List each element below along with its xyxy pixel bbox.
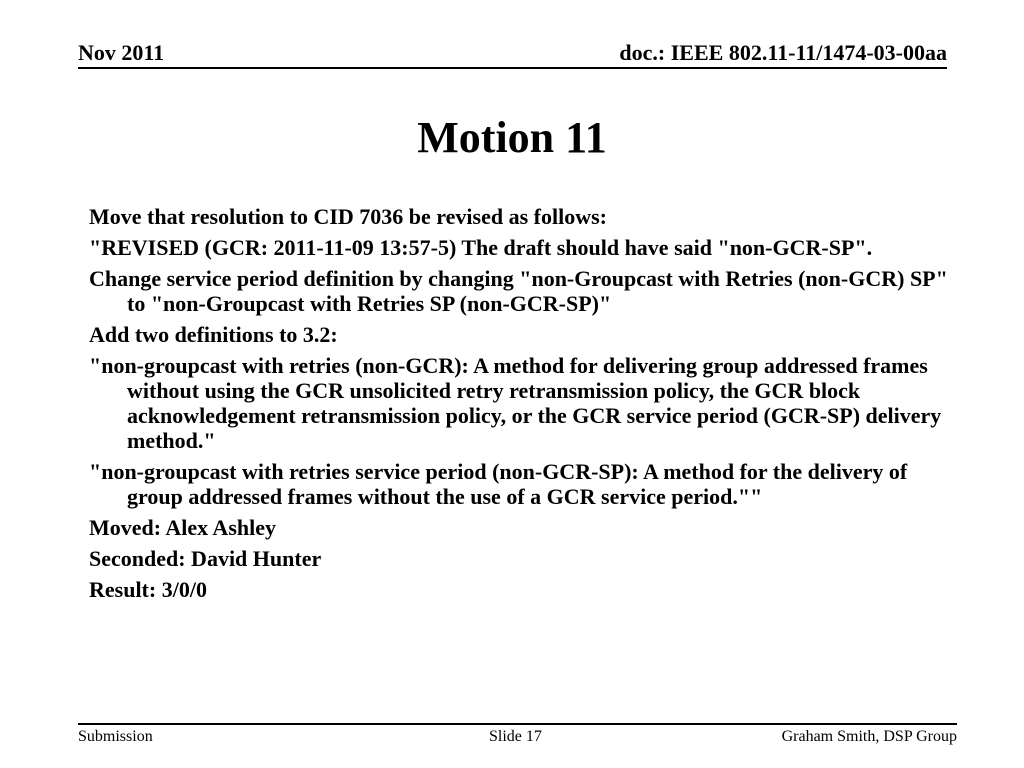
motion-line-definition-non-gcr: "non-groupcast with retries (non-GCR): A method for delivering group addressed frames without using the GCR unsolicited retry retransmission policy, the GCR block acknowledgement retransmission policy, or the GCR service period (GCR-SP) delivery method." <box>89 353 942 453</box>
motion-line-add-definitions: Add two definitions to 3.2: <box>89 322 338 347</box>
motion-body <box>89 204 949 608</box>
footer-divider <box>78 723 957 725</box>
slide-title: Motion 11 <box>417 113 607 162</box>
footer-submission: Submission <box>78 728 153 745</box>
header-date: Nov 2011 <box>78 40 165 65</box>
footer-slide-number: Slide 17 <box>489 728 542 745</box>
header-divider <box>78 67 947 69</box>
motion-line-moved: Moved: Alex Ashley <box>89 515 276 540</box>
motion-line-move: Move that resolution to CID 7036 be revised as follows: <box>89 204 607 229</box>
header-doc-id: doc.: IEEE 802.11-11/1474-03-00aa <box>619 40 947 65</box>
motion-line-seconded: Seconded: David Hunter <box>89 546 322 571</box>
footer-author: Graham Smith, DSP Group <box>781 728 957 745</box>
motion-line-definition-non-gcr-sp: "non-groupcast with retries service period (non-GCR-SP): A method for the delivery of group addressed frames without the use of a GCR service period."" <box>89 459 908 509</box>
motion-line-revised: "REVISED (GCR: 2011-11-09 13:57-5) The draft should have said "non-GCR-SP". <box>89 235 873 260</box>
motion-line-result: Result: 3/0/0 <box>89 577 207 602</box>
motion-line-change: Change service period definition by changing "non-Groupcast with Retries (non-GCR) SP" to "non-Groupcast with Retries SP (non-GCR-SP)" <box>89 266 948 316</box>
